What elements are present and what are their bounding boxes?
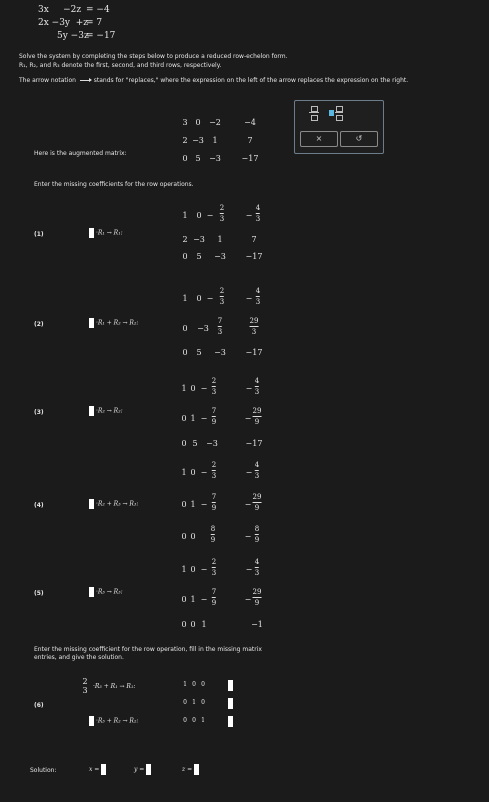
matrix-cell: − bbox=[206, 211, 214, 220]
matrix-cell: 0 bbox=[190, 384, 196, 393]
matrix-cell: −17 bbox=[245, 252, 263, 261]
equation-1-lhs: 3x −2z bbox=[38, 5, 82, 15]
matrix-entry-input[interactable] bbox=[228, 698, 233, 709]
coefficient-input[interactable] bbox=[89, 406, 94, 416]
fraction-template-icon[interactable] bbox=[309, 106, 319, 120]
coefficient-input[interactable] bbox=[89, 228, 94, 238]
step-number: (1) bbox=[34, 231, 44, 238]
coefficient-input[interactable] bbox=[89, 318, 94, 328]
matrix-cell: 2 bbox=[182, 235, 188, 244]
step-number: (5) bbox=[34, 590, 44, 597]
solution-y-input[interactable] bbox=[146, 764, 151, 775]
matrix-cell: −3 bbox=[197, 324, 209, 333]
matrix-cell: 0 bbox=[181, 620, 187, 629]
matrix-cell: 5 bbox=[196, 348, 202, 357]
matrix-cell: 7 bbox=[251, 235, 257, 244]
matrix-cell: 1 bbox=[181, 468, 187, 477]
matrix-cell: −17 bbox=[245, 348, 263, 357]
fraction: 7 3 bbox=[217, 317, 223, 336]
coefficient-input[interactable] bbox=[89, 587, 94, 597]
solution-y bbox=[134, 764, 151, 775]
row-operation-6b bbox=[89, 716, 138, 726]
fraction: 4 3 bbox=[255, 204, 261, 223]
matrix-cell: 0 bbox=[182, 324, 188, 333]
row-operation-text: ·R₂ → R₂: bbox=[96, 407, 123, 415]
matrix-cell: 5 bbox=[196, 252, 202, 261]
matrix-cell: 1 bbox=[182, 211, 188, 220]
step-6-coefficient: 2 3 bbox=[82, 677, 88, 695]
matrix-cell: 1 bbox=[190, 500, 196, 509]
matrix-cell: 1 bbox=[181, 384, 187, 393]
solution-label: Solution: bbox=[30, 767, 57, 774]
matrix-cell: 1 bbox=[183, 681, 187, 688]
row-operation-5 bbox=[89, 587, 123, 597]
step-number: (6) bbox=[34, 702, 44, 709]
solution-x bbox=[89, 764, 106, 775]
matrix-cell: 1 bbox=[192, 699, 196, 706]
matrix-cell: 0 bbox=[196, 294, 202, 303]
matrix-cell: 0 bbox=[181, 439, 187, 448]
matrix-cell: − bbox=[244, 500, 252, 509]
matrix-cell: 0 bbox=[182, 348, 188, 357]
equation-1-rhs: = −4 bbox=[86, 5, 110, 15]
fraction: 7 9 bbox=[211, 493, 217, 512]
row-operation-2 bbox=[89, 318, 138, 328]
mixed-number-template-icon[interactable] bbox=[329, 106, 345, 120]
matrix-cell: −3 bbox=[193, 235, 205, 244]
matrix-cell: − bbox=[245, 294, 253, 303]
matrix-cell: 0 bbox=[190, 620, 196, 629]
equation-3-rhs: = −17 bbox=[86, 31, 116, 41]
fraction: 7 9 bbox=[211, 407, 217, 426]
matrix-cell: 3 bbox=[182, 118, 188, 127]
fraction: 29 3 bbox=[249, 317, 259, 336]
coefficient-input[interactable] bbox=[89, 716, 94, 726]
matrix-cell: −17 bbox=[245, 439, 263, 448]
matrix-cell: 5 bbox=[192, 439, 198, 448]
fraction: 2 3 bbox=[219, 204, 225, 223]
final-instruction-label: Enter the missing coefficient for the row operation, fill in the missing matrix entries, and give the solution. bbox=[34, 646, 262, 661]
coefficient-input[interactable] bbox=[89, 499, 94, 509]
row-operation-4 bbox=[89, 499, 138, 509]
row-operation-6a: ·R₃ + R₁ → R₁: bbox=[93, 683, 136, 690]
fraction: 29 9 bbox=[252, 588, 262, 607]
matrix-cell: −3 bbox=[214, 252, 226, 261]
arrow-icon bbox=[80, 80, 90, 81]
matrix-cell: − bbox=[200, 384, 208, 393]
matrix-cell: 0 bbox=[190, 565, 196, 574]
matrix-cell: −3 bbox=[206, 439, 218, 448]
instruction-line-3a: The arrow notation bbox=[19, 77, 76, 84]
matrix-cell: − bbox=[244, 532, 252, 541]
instruction-line-3 bbox=[19, 77, 408, 84]
fraction: 7 9 bbox=[211, 588, 217, 607]
matrix-cell: − bbox=[200, 500, 208, 509]
matrix-cell: 5 bbox=[195, 154, 201, 163]
fraction: 4 3 bbox=[255, 287, 261, 306]
fraction: 2 3 bbox=[211, 377, 217, 396]
matrix-cell: 0 bbox=[192, 717, 196, 724]
matrix-cell: 0 bbox=[190, 468, 196, 477]
matrix-entry-input[interactable] bbox=[228, 716, 233, 727]
clear-button[interactable]: × bbox=[300, 131, 338, 147]
matrix-cell: 0 bbox=[195, 118, 201, 127]
matrix-cell: 1 bbox=[190, 595, 196, 604]
matrix-cell: − bbox=[200, 414, 208, 423]
matrix-cell: − bbox=[200, 468, 208, 477]
matrix-cell: 0 bbox=[196, 211, 202, 220]
equation-2-lhs: 2x −3y +z bbox=[38, 18, 89, 28]
fraction: 4 3 bbox=[254, 377, 260, 396]
step-number: (2) bbox=[34, 321, 44, 328]
solution-z bbox=[182, 764, 199, 775]
matrix-cell: − bbox=[200, 565, 208, 574]
matrix-cell: − bbox=[245, 211, 253, 220]
matrix-cell: 0 bbox=[183, 717, 187, 724]
fraction: 29 9 bbox=[252, 493, 262, 512]
matrix-cell: −17 bbox=[241, 154, 259, 163]
matrix-cell: − bbox=[245, 468, 253, 477]
step-number: (4) bbox=[34, 502, 44, 509]
matrix-cell: 1 bbox=[201, 717, 205, 724]
matrix-cell: 1 bbox=[182, 294, 188, 303]
step-number: (3) bbox=[34, 409, 44, 416]
undo-button[interactable]: ↺ bbox=[340, 131, 378, 147]
row-operation-text: ·R₃ → R₃: bbox=[96, 588, 123, 596]
augmented-matrix-label: Here is the augmented matrix: bbox=[34, 150, 127, 157]
matrix-cell: − bbox=[244, 595, 252, 604]
matrix-cell: −3 bbox=[192, 136, 204, 145]
row-operation-3 bbox=[89, 406, 123, 416]
row-operation-1 bbox=[89, 228, 123, 238]
matrix-cell: 0 bbox=[181, 500, 187, 509]
fraction: 4 3 bbox=[254, 461, 260, 480]
matrix-cell: − bbox=[206, 294, 214, 303]
matrix-cell: 1 bbox=[201, 620, 207, 629]
matrix-cell: 0 bbox=[201, 681, 205, 688]
matrix-cell: −2 bbox=[209, 118, 221, 127]
row-operation-text: ·R₁ → R₁: bbox=[96, 229, 123, 237]
matrix-cell: −1 bbox=[251, 620, 263, 629]
matrix-cell: 0 bbox=[181, 595, 187, 604]
matrix-entry-input[interactable] bbox=[228, 680, 233, 691]
solution-z-label: z = bbox=[182, 766, 193, 773]
equation-2-rhs: = 7 bbox=[86, 18, 103, 28]
equation-3-lhs: 5y −3z bbox=[57, 31, 89, 41]
matrix-cell: − bbox=[245, 565, 253, 574]
instruction-line-1: Solve the system by completing the steps below to produce a reduced row-echelon form. bbox=[19, 53, 288, 60]
row-operation-text: ·R₃ + R₂ → R₂: bbox=[96, 717, 139, 725]
row-operation-text: ·R₁ + R₂ → R₂: bbox=[96, 319, 139, 327]
matrix-cell: 2 bbox=[182, 136, 188, 145]
matrix-cell: 1 bbox=[217, 235, 223, 244]
matrix-cell: 0 bbox=[183, 699, 187, 706]
matrix-cell: 1 bbox=[190, 414, 196, 423]
enter-coefficients-label: Enter the missing coefficients for the row operations. bbox=[34, 181, 194, 188]
fraction: 8 9 bbox=[210, 525, 216, 544]
matrix-cell: 0 bbox=[182, 154, 188, 163]
fraction: 8 9 bbox=[254, 525, 260, 544]
matrix-cell: −3 bbox=[214, 348, 226, 357]
math-toolbox bbox=[294, 100, 384, 154]
matrix-cell: 0 bbox=[201, 699, 205, 706]
matrix-cell: 0 bbox=[182, 252, 188, 261]
solution-x-label: x = bbox=[89, 766, 100, 773]
matrix-cell: 1 bbox=[181, 565, 187, 574]
fraction: 29 9 bbox=[252, 407, 262, 426]
solution-x-input[interactable] bbox=[101, 764, 106, 775]
instruction-line-2: R₁, R₂, and R₃ denote the first, second, and third rows, respectively. bbox=[19, 62, 222, 69]
fraction: 2 3 bbox=[219, 287, 225, 306]
fraction: 2 3 bbox=[211, 461, 217, 480]
matrix-cell: −3 bbox=[209, 154, 221, 163]
matrix-cell: − bbox=[244, 414, 252, 423]
matrix-cell: −4 bbox=[244, 118, 256, 127]
row-operation-text: ·R₂ + R₃ → R₃: bbox=[96, 500, 139, 508]
solution-z-input[interactable] bbox=[194, 764, 199, 775]
matrix-cell: 0 bbox=[181, 414, 187, 423]
fraction: 2 3 bbox=[211, 558, 217, 577]
solution-y-label: y = bbox=[134, 766, 145, 773]
matrix-cell: 1 bbox=[212, 136, 218, 145]
matrix-cell: 0 bbox=[192, 681, 196, 688]
matrix-cell: 0 bbox=[190, 532, 196, 541]
matrix-cell: − bbox=[245, 384, 253, 393]
matrix-cell: 7 bbox=[247, 136, 253, 145]
fraction: 4 3 bbox=[254, 558, 260, 577]
instruction-line-3b: stands for "replaces," where the expression on the left of the arrow replaces the expression on the right. bbox=[93, 77, 409, 84]
matrix-cell: 0 bbox=[181, 532, 187, 541]
matrix-cell: − bbox=[200, 595, 208, 604]
